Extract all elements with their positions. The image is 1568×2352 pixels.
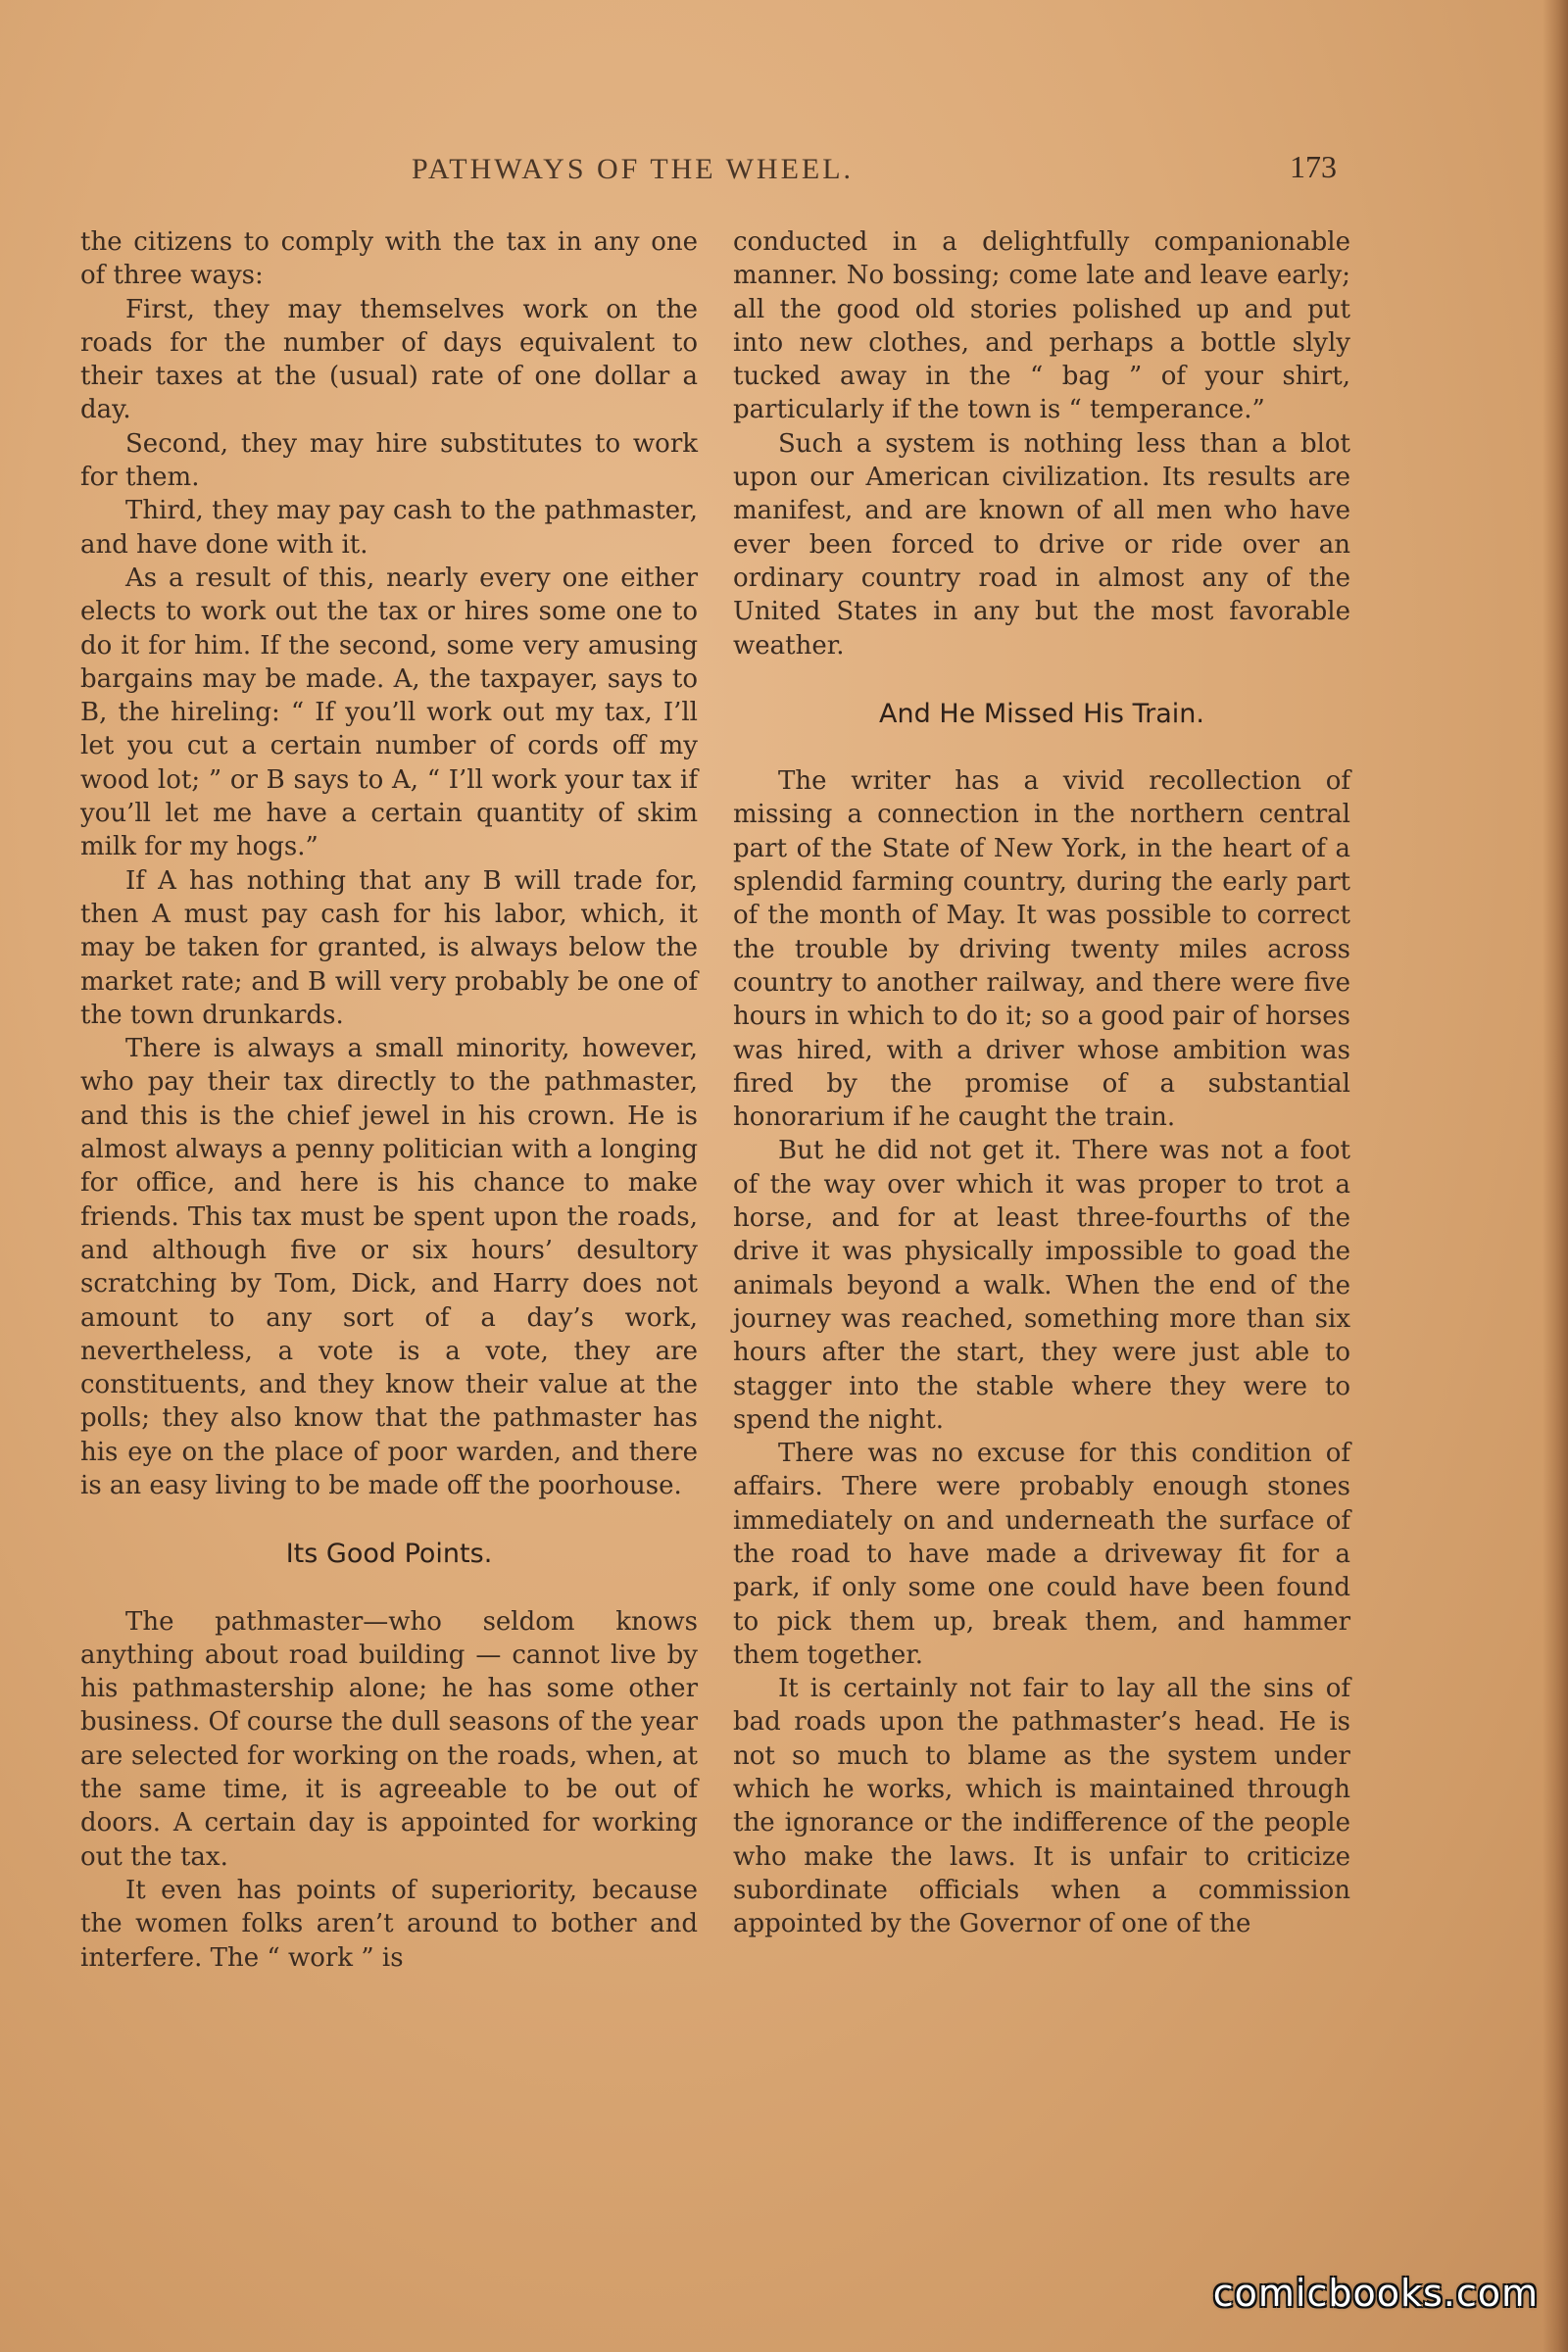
section-heading: Its Good Points. [285,1539,493,1570]
paragraph: As a result of this, nearly every one either elects to work out the tax or hires some one to do it for him. If the second, some very amusing bargains may be made. A, the taxpayer, says to B, the hireling: “ If you’ll work out my tax, I’ll let you cut a certain number of cords off my wood lot; ” or B says to A, “ I’ll work your tax if you’ll let me have a certain quantity of skim milk for my hogs.” [80,563,698,862]
paragraph: the citizens to comply with the tax in any one of three ways: [80,227,698,291]
right-column [733,225,1350,1941]
paragraph: Such a system is nothing less than a blot upon our American civilization. Its results are manifest, and are known of all men who have ever been forced to drive or ride over an ordinary country road in almost any of the United States in any but the most favorable weather. [733,428,1350,661]
paragraph: If A has nothing that any B will trade for, then A must pay cash for his labor, which, it may be taken for granted, is always below the market rate; and B will very probably be one of the town drunkards. [80,865,698,1030]
page-header [0,149,1568,200]
running-head: PATHWAYS OF THE WHEEL. [412,153,855,185]
paragraph: Second, they may hire substitutes to work for them. [80,428,698,493]
left-column [80,225,698,1975]
section-heading: And He Missed His Train. [879,698,1204,729]
page-edge-shadow [1543,0,1568,2352]
page-number: 173 [1290,149,1337,184]
paragraph: There is always a small minority, however, who pay their tax directly to the pathmaster, and this is the chief jewel in his crown. He is almost always a penny politician with a longing for office, and here is his chance to make friends. This tax must be spent upon the roads, and although five or six hours’ desultory scratching by Tom, Dick, and Harry does not amount to any sort of a day’s work, nevertheless, a vote is a vote, they are constituents, and they know their value at the polls; they also know that the pathmaster has his eye on the place of poor warden, and there is an easy living to be made off the poorhouse. [80,1034,698,1500]
paragraph: It is certainly not fair to lay all the sins of bad roads upon the pathmaster’s head. He is not so much to blame as the system under which he works, which is maintained through the ignorance or the indifference of the people who make the laws. It is unfair to criticize subordinate officials when a commission appointed by the Governor of one of the [733,1674,1350,1939]
paragraph: But he did not get it. There was not a foot of the way over which it was proper to trot a horse, and for at least three-fourths of the drive it was physically impossible to goad the animals beyond a walk. When the end of the journey was reached, something more than six hours after the start, they were just able to stagger into the stable where they were to spend the night. [733,1136,1350,1435]
watermark-text: comicbooks.com [1212,2272,1539,2315]
paragraph: Third, they may pay cash to the pathmaster, and have done with it. [80,496,698,560]
paragraph: The writer has a vivid recollection of missing a connection in the northern central part of the State of New York, in the heart of a splendid farming country, during the early part of the month of May. It was possible to correct the trouble by driving twenty miles across country to another railway, and there were five hours in which to do it; so a good pair of horses was hired, with a driver whose ambition was fired by the promise of a substantial honorarium if he caught the train. [733,766,1350,1133]
paragraph: There was no excuse for this condition of affairs. There were probably enough stones immediately on and underneath the surface of the road to have made a driveway fit for a park, if only some one could have been found to pick them up, break them, and hammer them together. [733,1439,1350,1670]
paragraph: First, they may themselves work on the roads for the number of days equivalent to their taxes at the (usual) rate of one dollar a day. [80,294,698,425]
paragraph: The pathmaster—who seldom knows anything about road building — cannot live by his pathmastership alone; he has some other business. Of course the dull seasons of the year are selected for working on the roads, when, at the same time, it is agreeable to be out of doors. A certain day is appointed for working out the tax. [80,1606,698,1872]
paragraph: conducted in a delightfully companionable manner. No bossing; come late and leave early; all the good old stories polished up and put into new clothes, and perhaps a bottle slyly tucked away in the “ bag ” of your shirt, particularly if the town is “ temperance.” [733,227,1350,425]
paragraph: It even has points of superiority, because the women folks aren’t around to bother and interfere. The “ work ” is [80,1875,698,1973]
